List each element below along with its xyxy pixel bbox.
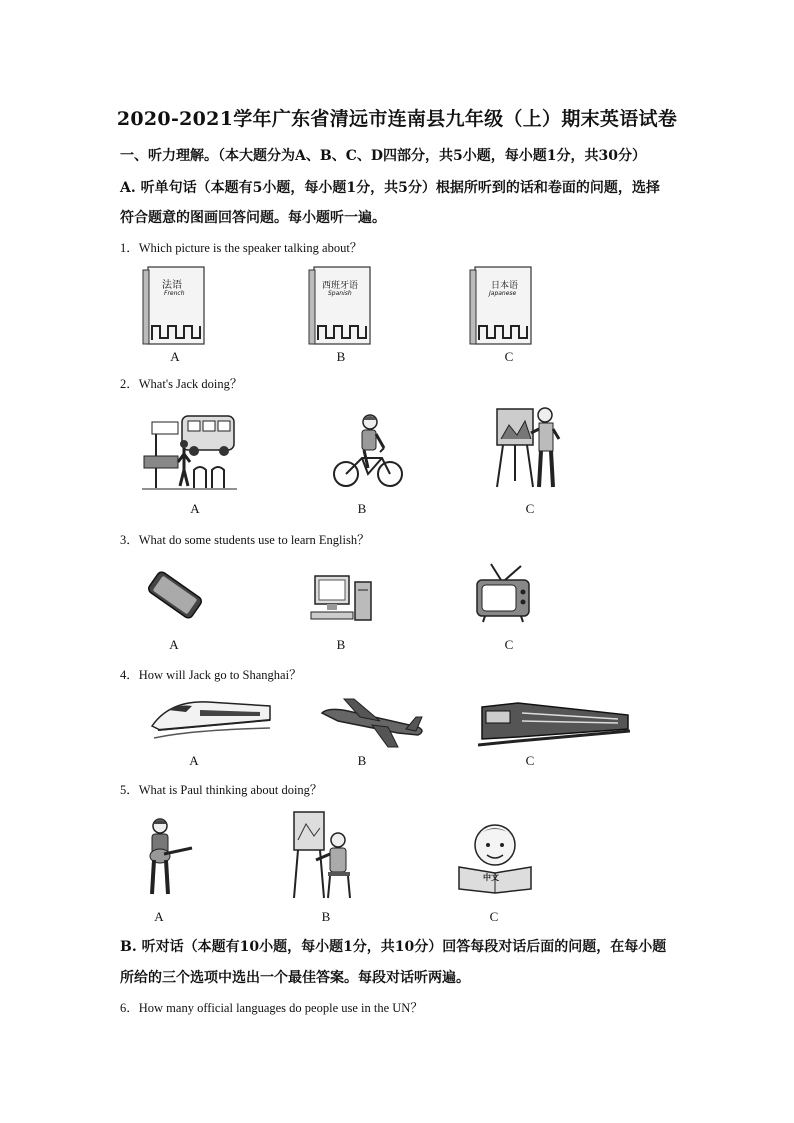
option-b-label: B: [336, 637, 346, 652]
airplane-image: [318, 697, 428, 749]
part-a-instruction-line2: 符合题意的图画回答问题。每小题听一遍。: [120, 210, 386, 226]
part-b-instruction-line2: 所给的三个选项中选出一个最佳答案。每段对话听两遍。: [120, 970, 470, 986]
high-speed-train-image: [150, 690, 272, 742]
part-a-instruction-line1: A. 听单句话（本题有5小题，每小题1分，共5分）根据所听到的话和卷面的问题，选择: [120, 180, 660, 196]
bus-stop-image: [142, 408, 237, 490]
book-cover-text: 中文: [483, 873, 499, 882]
option-c-label: C: [525, 501, 535, 516]
question-5: 5．What is Paul thinking about doing？: [120, 783, 323, 797]
bike-riding-image: [330, 412, 405, 490]
french-book-image: [142, 266, 206, 346]
book-title-c: 日本语: [491, 281, 519, 291]
part-b-instruction-line1: B. 听对话（本题有10小题，每小题1分，共10分）回答每段对话后面的问题，在每小题: [120, 939, 667, 955]
reading-chinese-image: [455, 815, 535, 895]
painter-image: [292, 810, 354, 900]
option-c-label: C: [504, 349, 514, 364]
option-a-label: A: [189, 753, 199, 768]
computer-image: [307, 572, 379, 624]
option-c-label: C: [489, 909, 499, 924]
spanish-book-image: [308, 266, 372, 346]
question-4: 4．How will Jack go to Shanghai？: [120, 668, 302, 682]
japanese-book-image: [469, 266, 533, 346]
option-a-label: A: [170, 349, 180, 364]
painting-image: [495, 403, 565, 489]
television-image: [473, 562, 533, 624]
page-title: 2020-2021学年广东省清远市连南县九年级（上）期末英语试卷: [116, 108, 678, 130]
question-1: 1．Which picture is the speaker talking about？: [120, 241, 363, 255]
option-b-label: B: [321, 909, 331, 924]
option-c-label: C: [504, 637, 514, 652]
guitar-player-image: [140, 816, 196, 896]
book-title-b: 西班牙语: [322, 281, 359, 291]
option-b-label: B: [357, 501, 367, 516]
question-6: 6．How many official languages do people use in the UN？: [120, 1001, 423, 1015]
book-subtitle-b: Spanish: [328, 290, 352, 297]
option-a-label: A: [169, 637, 179, 652]
option-c-label: C: [525, 753, 535, 768]
section-heading: 一、听力理解。（本大题分为A、B、C、D四部分，共5小题，每小题1分，共30分）: [120, 148, 646, 164]
book-subtitle-c: Japanese: [489, 290, 517, 297]
mobile-phone-image: [143, 571, 207, 619]
question-2: 2．What's Jack doing？: [120, 377, 243, 391]
train-image: [478, 695, 630, 749]
option-a-label: A: [154, 909, 164, 924]
book-title-a: 法语: [162, 280, 182, 291]
option-b-label: B: [357, 753, 367, 768]
option-a-label: A: [190, 501, 200, 516]
option-b-label: B: [336, 349, 346, 364]
question-3: 3．What do some students use to learn English？: [120, 533, 370, 547]
book-subtitle-a: French: [164, 290, 185, 297]
